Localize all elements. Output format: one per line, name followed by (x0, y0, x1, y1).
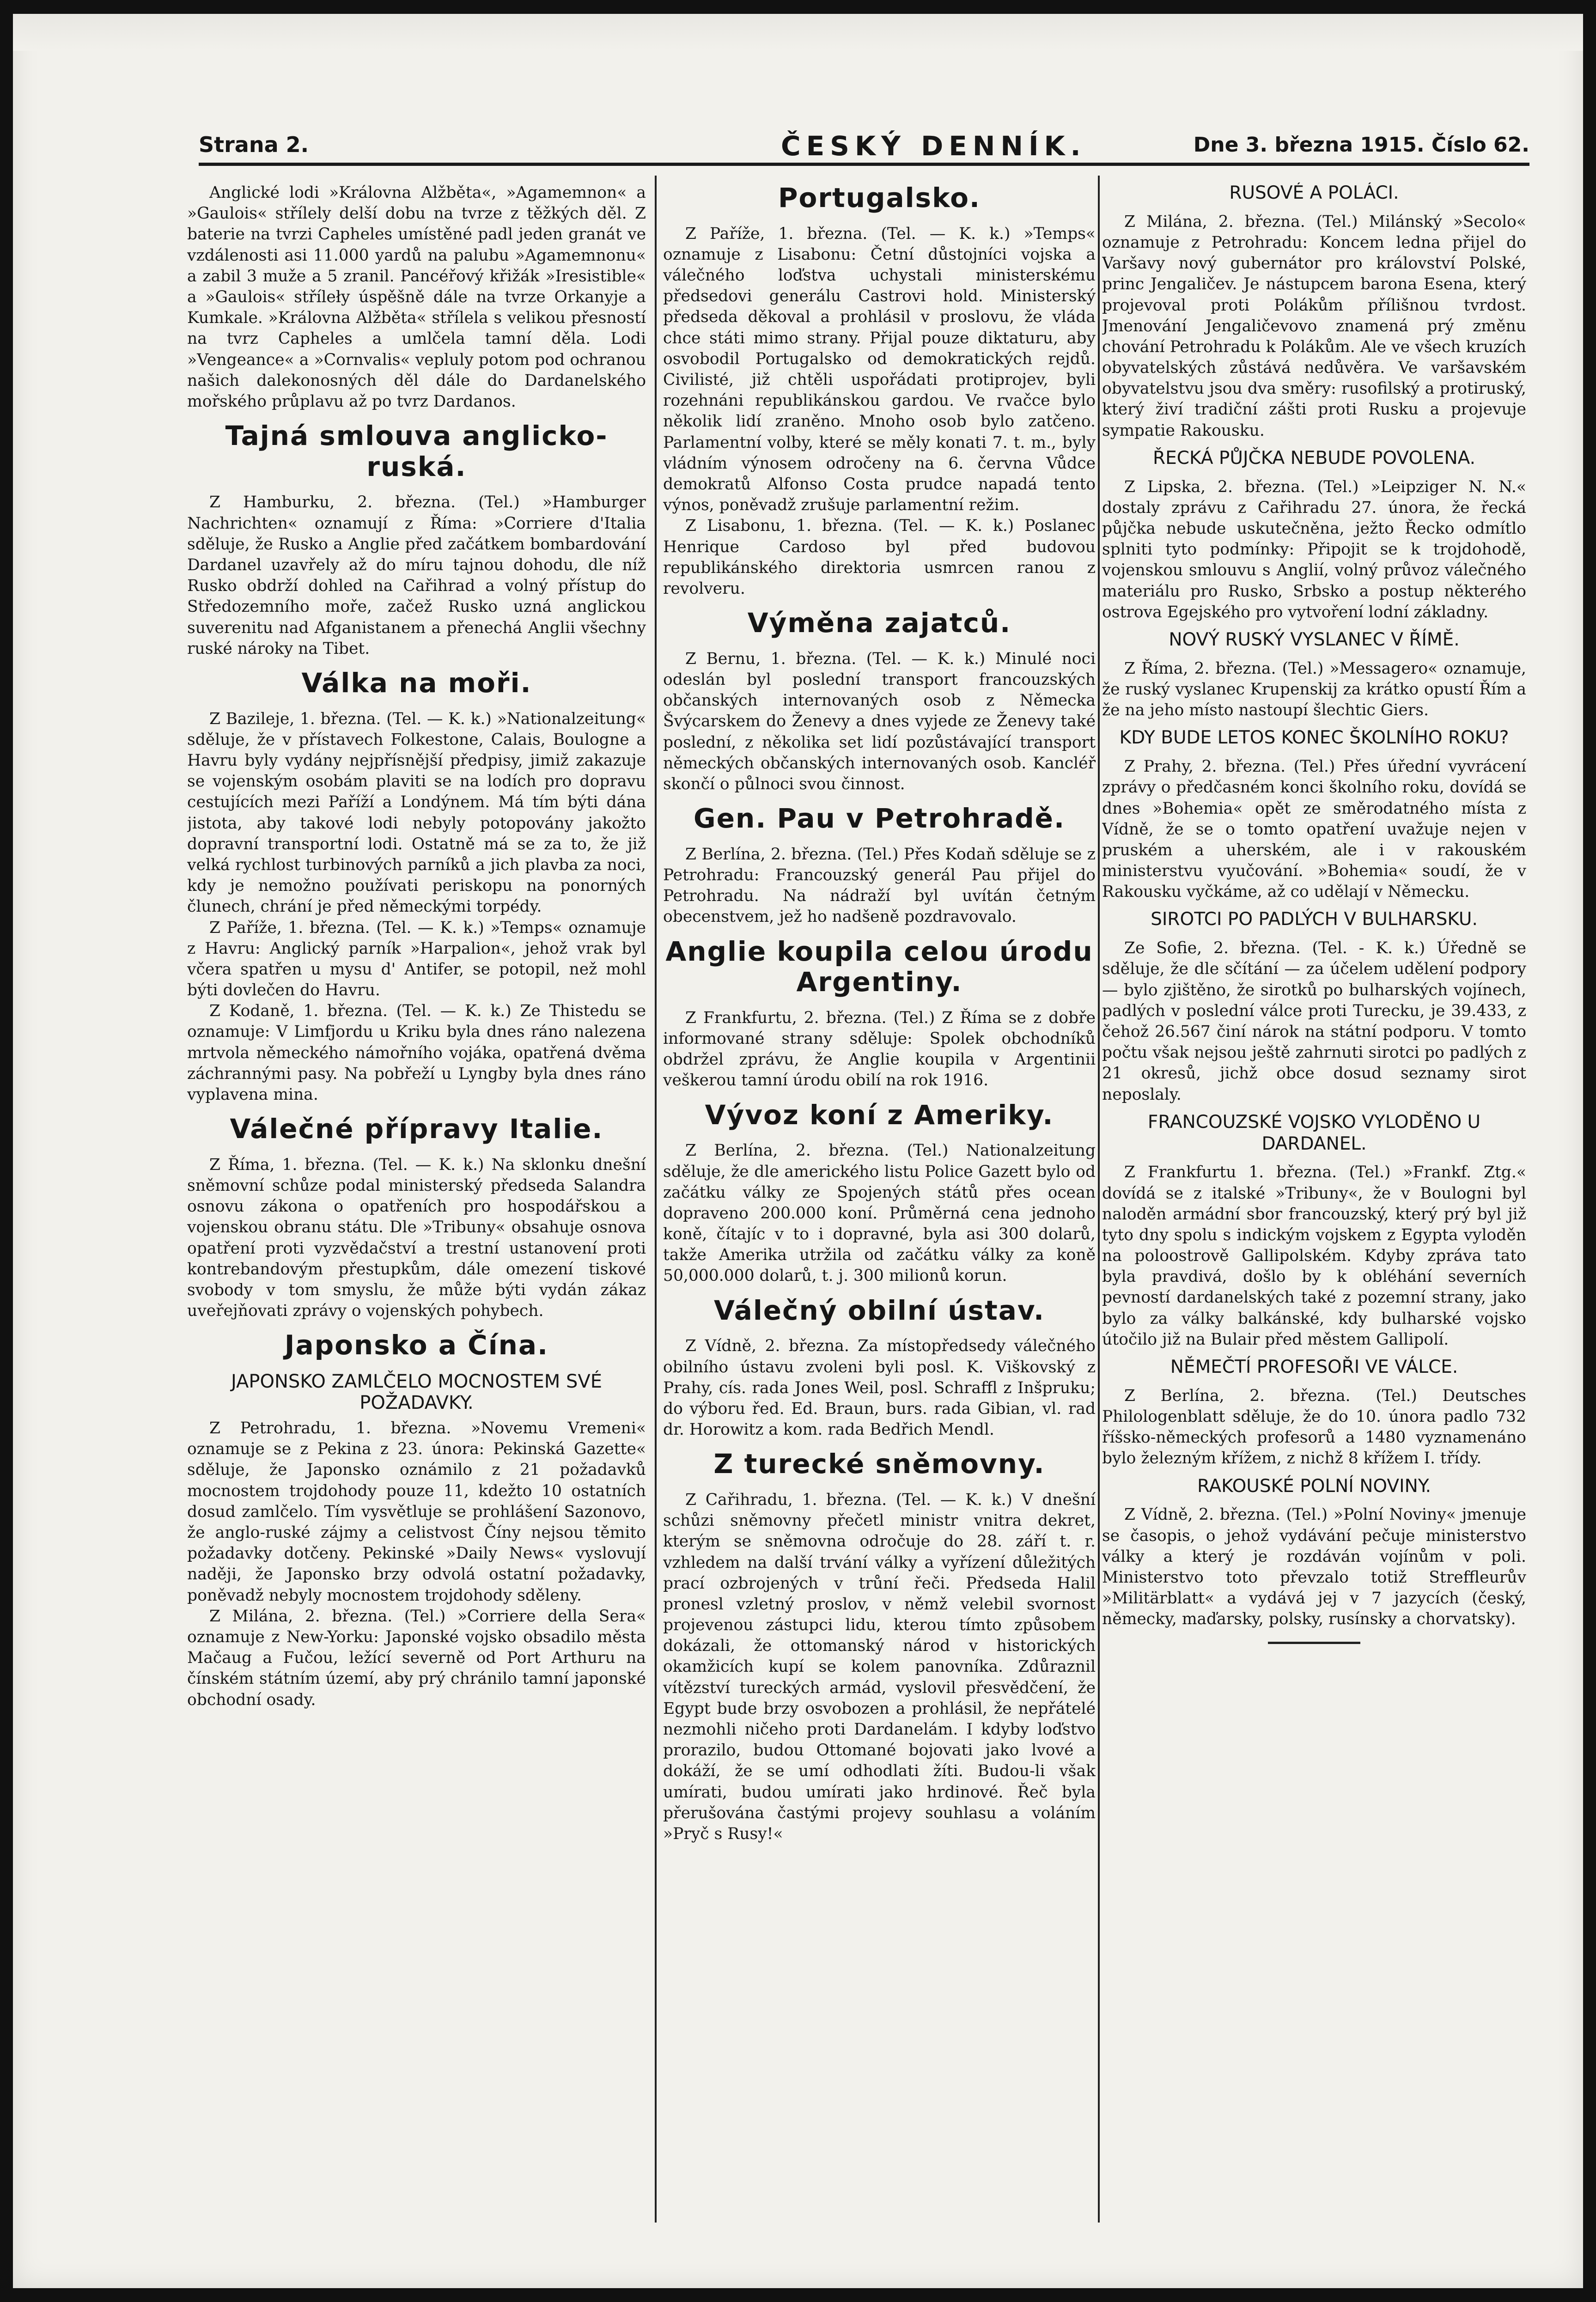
article-paragraph: Z Paříže, 1. března. (Tel. — K. k.) »Temps« oznamuje z Lisabonu: Četní důstojníci vojska a válečného loďstva uchystali ministerskému předsedovi generálu Castrovi hold. Ministerský předseda děkoval a prohlásil v proslovu, že vláda chce státi mimo strany. Přijal pouze diktaturu, aby osvobodil Portugalsko od demokratických rejdů. Civilisté, již chtěli uspořádati protiprojev, byli rozehnáni republikánskou gardou. Ve rvačce bylo několik lidí zraněno. Mnoho osob bylo zatčeno. Parlamentní volby, které se měly konati 7. t. m., byly vládním výnosem odročeny na 6. června Vůdce demokratů Alfonso Costa prudce napadá tento výnos, poněvadž zrušuje parlamentní režim. (663, 224, 1096, 515)
article-headline: SIROTCI PO PADLÝCH V BULHARSKU. (1151, 909, 1478, 930)
article-headline: RUSOVÉ A POLÁCI. (1229, 183, 1399, 203)
article-subheadline: JAPONSKO ZAMLČELO MOCNOSTEM SVÉ POŽADAVKY. (231, 1371, 603, 1414)
article-paragraph: Z Lipska, 2. března. (Tel.) »Leipziger N. N.« dostaly zprávu z Cařihradu 27. února, že řecká půjčka nebude uskutečněna, ježto Řecko odmítlo splniti tyto podmínky: Připojit se k trojdohodě, vojenskou smlouvu s Anglií, volný průvoz válečného materiálu pro Rusko, Srbsko a postup některého ostrova Egejského pro vytvoření lodní základny. (1102, 477, 1526, 621)
article-headline: NĚMEČTÍ PROFESOŘI VE VÁLCE. (1170, 1357, 1458, 1378)
article-headline: Válka na moři. (301, 667, 532, 699)
article-headline: Válečný obilní ústav. (713, 1294, 1045, 1326)
article-paragraph: Z Milána, 2. března. (Tel.) »Corriere della Sera« oznamuje z New-Yorku: Japonské vojsko obsadilo města Mačaug a Fučou, ležící severně od Port Arthuru na čínském státním území, aby prý chránilo tamní japonské obchodní osady. (187, 1607, 646, 1709)
article-headline: Portugalsko. (778, 183, 981, 213)
article-paragraph: Z Bernu, 1. března. (Tel. — K. k.) Minulé noci odeslán byl poslední transport francouzských občanských internovaných osob z Německa Švýcarskem do Ženevy a dnes vyjede ze Ženevy také poslední, z několika set lidí pozůstávající transport německých občanských internovaných osob. Kancléř skončí o půlnoci svou činnost. (663, 649, 1096, 793)
column-2 (663, 183, 1096, 2216)
article-headline: NOVÝ RUSKÝ VYSLANEC V ŘÍMĚ. (1169, 629, 1460, 650)
article-headline: Gen. Pau v Petrohradě. (694, 803, 1065, 834)
article-headline: FRANCOUZSKÉ VOJSKO VYLODĚNO U DARDANEL. (1147, 1111, 1481, 1154)
article-paragraph: Z Paříže, 1. března. (Tel. — K. k.) »Temps« oznamuje z Havru: Anglický parník »Harpalion«, jehož vrak byl včera spatřen u mysu d' Antifer, se potopil, než mohl býti dovlečen do Havru. (187, 918, 646, 1000)
header-rule (199, 163, 1529, 166)
article-paragraph: Z Vídně, 2. března. Za místopředsedy válečného obilního ústavu zvoleni byli posl. K. Viškovský z Prahy, cís. rada Jones Weil, posl. Schraffl z Inšpruku; do výboru řed. Ed. Braun, burs. rada Gibian, vl. rad dr. Horowitz a kom. rada Bedřich Mendl. (663, 1337, 1096, 1439)
article-paragraph: Z Berlína, 2. března. (Tel.) Přes Kodaň sděluje se z Petrohradu: Francouzský generál Pau přijel do Petrohradu. Na nádraží byl uvítán četným obecenstvem, jež ho nadšeně pozdravovalo. (663, 845, 1096, 926)
article-paragraph: Z Bazileje, 1. března. (Tel. — K. k.) »Nationalzeitung« sděluje, že v přístavech Folkestone, Calais, Boulogne a Havru byly vydány nejpřísnější předpisy, jimiž zakazuje se vojenským osobám plaviti se na lodích pro dopravu cestujících mezi Paříží a Londýnem. Má tím býti dána jistota, aby takové lodi nebyly potopovány jakožto dopravní transportní lodi. Ostatně má se za to, že již velká rychlost turbinových parníků a jich plavba za noci, kdy je nemožno používati periskopu na ponorných člunech, chrání je před německými torpédy. (187, 709, 646, 916)
article-headline: RAKOUSKÉ POLNÍ NOVINY. (1197, 1475, 1432, 1497)
page-header (199, 130, 1529, 163)
article-paragraph: Z Hamburku, 2. března. (Tel.) »Hamburger Nachrichten« oznamují z Říma: »Corriere d'Italia sděluje, že Rusko a Anglie před začátkem bombardování Dardanel uzavřely až do míru tajnou dohodu, dle níž Rusko obdrží dohled na Cařihrad a volný přístup do Středozemního moře, začež Rusko uzná anglickou suverenitu nad Afganistanem a přenechá Anglii všechny ruské nároky na Tibet. (187, 493, 646, 658)
column-1 (187, 183, 646, 2216)
article-headline: Z turecké sněmovny. (713, 1448, 1045, 1480)
column-divider (1098, 176, 1100, 2223)
issue-date: Dne 3. března 1915. Číslo 62. (1193, 133, 1529, 157)
article-headline: Tajná smlouva anglicko-ruská. (225, 420, 608, 482)
page-number: Strana 2. (199, 132, 309, 157)
article-headline: Válečné přípravy Italie. (230, 1113, 603, 1145)
article-paragraph: Z Vídně, 2. března. (Tel.) »Polní Noviny« jmenuje se časopis, o jehož vydávání pečuje ministerstvo války a který je rozdáván vojínům v poli. Ministerstvo toto převzalo totiž Streffleurův »Militärblatt« a vydává jej v 7 jazycích (český, německy, maďarsky, polsky, rusínsky a chorvatsky). (1102, 1505, 1526, 1629)
article-headline: KDY BUDE LETOS KONEC ŠKOLNÍHO ROKU? (1119, 727, 1509, 749)
article-headline: Anglie koupila celou úrodu Argentiny. (665, 935, 1093, 998)
column-divider (655, 176, 657, 2223)
article-paragraph: Z Cařihradu, 1. března. (Tel. — K. k.) V dnešní schůzi sněmovny přečetl ministr vnitra dekret, kterým se sněmovna odročuje do 28. září t. r. vzhledem na další trvání války a vyřízení důležitých prací ozbrojených v trůní řeči. Předseda Halil pronesl vzletný proslov, v němž velebil svornost projevenou zástupci lidu, kterou tímto způsobem dokázali, že ottomanský národ v historických okamžicích kupí se kolem panovníka. Zdůraznil vítězství tureckých armád, vyslovil přesvědčení, že Egypt bude brzy osvobozen a prohlásil, že nepřátelé nezmohli ničeho proti Dardanelám. I kdyby loďstvo prorazilo, budou Ottomané bojovati jako lvové a dokáží, že se umí odhodlati žíti. Budou-li však umírati, budou umírati jako hrdinové. Řeč byla přerušována častými projevy souhlasu a voláním »Pryč s Rusy!« (663, 1490, 1096, 1843)
article-headline: Vývoz koní z Ameriky. (705, 1099, 1054, 1131)
article-paragraph: Anglické lodi »Královna Alžběta«, »Agamemnon« a »Gaulois« střílely delší dobu na tvrze z těžkých děl. Z baterie na tvrzi Capheles umístěné padl jeden granát ve vzdálenosti asi 11.000 yardů na palubu »Agamemnonu« a zabil 3 muže a 5 zranil. Pancéřový křižák »Iresistible« a »Gaulois« stříleły úspěšně dále na tvrze Orkanyje a Kumkale. »Královna Alžběta« střílela s velikou přesností na tvrz Capheles a umlčela tamní děla. Lodi »Vengeance« a »Cornvalis« vepluly potom pod ochranou našich dalekonosných děl dále do Dardanelského mořského průplavu až po tvrz Dardanos. (187, 183, 646, 411)
article-paragraph: Z Berlína, 2. března. (Tel.) Nationalzeitung sděluje, že dle amerického listu Police Gazett bylo od začátku války ze Spojených států přes ocean dopraveno 200.000 koní. Průměrná cena jednoho koně, čítajíc v to i dopravné, byla asi 300 dolarů, takže Amerika utržila od začátku války za koně 50,000.000 dolarů, t. j. 300 milionů korun. (663, 1141, 1096, 1285)
article-paragraph: Z Frankfurtu 1. března. (Tel.) »Frankf. Ztg.« dovídá se z italské »Tribuny«, že v Boulogni byl naloděn armádní sbor francouzský, který prý byl již tyto dny spolu s indickým vojskem z Egypta vyloděn na poloostrově Gallipolském. Kdyby zpráva tato byla pravdivá, došlo by k obléhání severních pevností dardanelských také z pozemní strany, jako bylo za války balkánské, kdy bulharské vojsko útočilo již na Bulair před městem Gallipolí. (1102, 1163, 1526, 1349)
article-paragraph: Z Milána, 2. března. (Tel.) Milánský »Secolo« oznamuje z Petrohradu: Koncem ledna přijel do Varšavy nový gubernátor pro království Polské, princ Jengaličev. Je nástupcem barona Esena, který projevoval proti Polákům přílišnou tvrdost. Jmenování Jengaličevovo znamená prý změnu chování Petrohradu k Polákům. Ale ve všech kruzích obyvatelských zůstává nedůvěra. Ve varšavském obyvatelstvu jsou dva směry: rusofilský a protiruský, který živí tradiční zášti proti Rusku a projevuje sympatie Rakousku. (1102, 212, 1526, 440)
article-paragraph: Z Říma, 2. března. (Tel.) »Messagero« oznamuje, že ruský vyslanec Krupenskij za krátko opustí Řím a že na jeho místo nastoupí šlechtic Giers. (1102, 659, 1526, 720)
article-headline: ŘECKÁ PŮJČKA NEBUDE POVOLENA. (1152, 447, 1476, 469)
article-paragraph: Z Prahy, 2. března. (Tel.) Přes úřední vyvrácení zprávy o předčasném konci školního roku, dovídá se dnes »Bohemia« opět ze směrodatného místa z Vídně, že se o tomto opatření uvažuje nejen v pruském a uherském, ale i v rakouském ministerstvu vyučování. »Bohemia« soudí, že v Rakousku vyčkáme, až co udělají v Německu. (1102, 757, 1526, 901)
article-paragraph: Z Frankfurtu, 2. března. (Tel.) Z Říma se z dobře informované strany sděluje: Spolek obchodníků obdržel zprávu, že Anglie koupila v Argentinii veškerou tamní úrodu obilí na rok 1916. (663, 1008, 1096, 1090)
newspaper-title: ČESKÝ DENNÍK. (781, 130, 1086, 162)
article-paragraph: Z Říma, 1. března. (Tel. — K. k.) Na sklonku dnešní sněmovní schůze podal ministerský předseda Salandra osnovu zákona o opatřeních pro hospodářskou a vojenskou obranu státu. Dle »Tribuny« obsahuje osnova opatření proti vyzvědačství a trestní ustanovení proti kontrebandovým přestupkům, dále omezení tiskové svobody v tom smyslu, že může býti vydán zákaz uveřejňovati zprávy o vojenských pohybech. (187, 1155, 646, 1321)
end-rule (1268, 1642, 1360, 1644)
column-3 (1102, 183, 1526, 2216)
page-top-edge (13, 14, 1583, 51)
article-paragraph: Ze Sofie, 2. března. (Tel. - K. k.) Úředně se sděluje, že dle sčítání — za účelem udělení podpory — bylo zjištěno, že sirotků po bulharských vojínech, padlých v poslední válce proti Turecku, je 39.433, z čehož 26.567 činí nárok na státní podporu. V tomto počtu však nejsou ještě zahrnuti sirotci po padlých z 21 okresů, jichž obce dosud seznamy sirot neposlaly. (1102, 939, 1526, 1104)
article-paragraph: Z Berlína, 2. března. (Tel.) Deutsches Philologenblatt sděluje, že do 10. února padlo 732 říšsko-německých profesorů a 1480 vyznamenáno bylo železným křížem, z nichž 8 křížem I. třídy. (1102, 1386, 1526, 1468)
article-paragraph: Z Petrohradu, 1. března. »Novemu Vremeni« oznamuje se z Pekina z 23. února: Pekinská Gazette« sděluje, že Japonsko oznámilo z 21 požadavků mocnostem trojdohody pouze 11, kdežto 10 ostatních dosud zamlčelo. Tím vysvětluje se prohlášení Sazonovo, že anglo-ruské zájmy a celistvost Číny nejsou těmito požadavky dotčeny. Pekinské »Daily News« vyslovují naději, že Japonsko brzy odvolá ostatní požadavky, poněvadž nebyly mocnostem trojdohody sděleny. (187, 1419, 646, 1605)
article-paragraph: Z Kodaně, 1. března. (Tel. — K. k.) Ze Thistedu se oznamuje: V Limfjordu u Kriku byla dnes ráno nalezena mrtvola německého námořního vojáka, opatřená dvěma záchrannými pasy. Na pobřeží u Lyngby byla dnes ráno vyplavena mina. (187, 1002, 646, 1104)
article-paragraph: Z Lisabonu, 1. března. (Tel. — K. k.) Poslanec Henrique Cardoso byl před budovou republikánského direktoria usmrcen ranou z revolveru. (663, 517, 1096, 598)
article-headline: Japonsko a Čína. (284, 1329, 549, 1361)
article-headline: Výměna zajatců. (747, 607, 1011, 639)
